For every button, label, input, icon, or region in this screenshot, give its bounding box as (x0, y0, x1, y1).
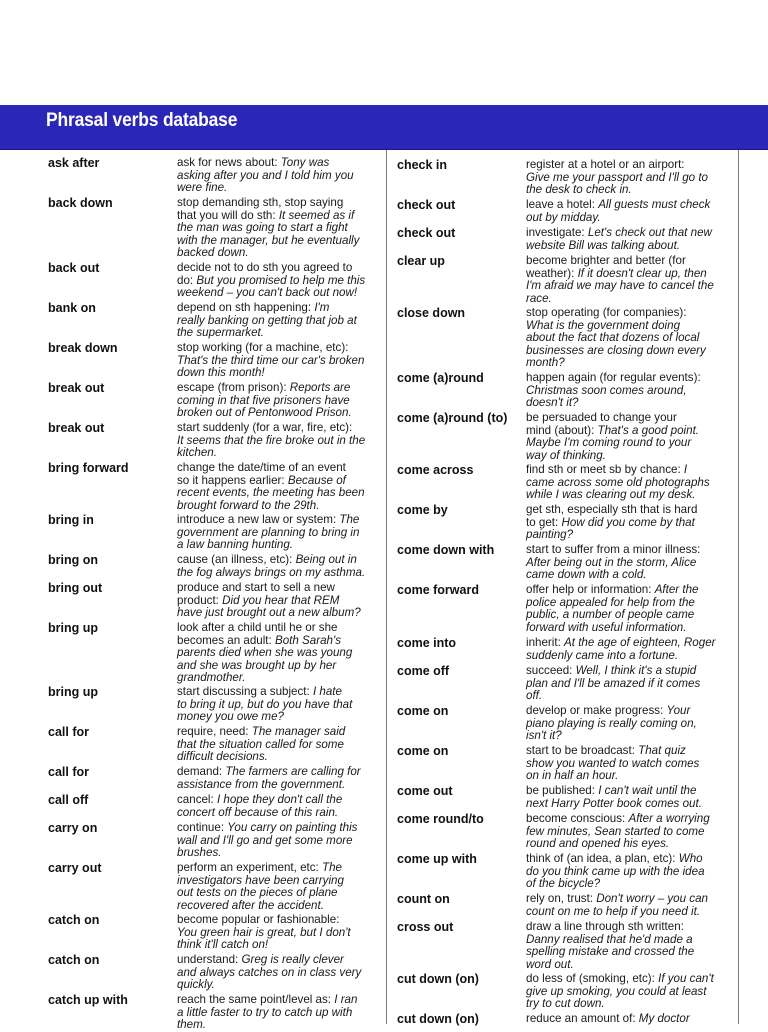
definition-line (177, 672, 352, 685)
example-text: At the age of eighteen, Roger (564, 636, 716, 649)
example-text: You green hair is great, but I don't (177, 925, 351, 939)
definition-text: stop demanding sth, stop saying (177, 196, 344, 209)
phrasal-verb-definition (526, 921, 694, 971)
example-text: It seems that the fire broke out in the (177, 433, 366, 447)
example-text: The manager said (251, 725, 346, 738)
phrasal-verb-definition (526, 665, 700, 703)
example-text: off. (526, 689, 543, 703)
definition-line (526, 184, 708, 197)
definition-line (526, 770, 699, 783)
example-text: kitchen. (177, 446, 217, 460)
example-text: the fog always brings on my asthma. (177, 565, 366, 579)
definition-text: register at a hotel or an airport: (526, 158, 685, 171)
phrasal-verb-term: bring in (48, 513, 94, 527)
definition-text: perform an experiment, etc: (177, 861, 322, 874)
definition-text: do less of (smoking, etc): (526, 972, 659, 985)
example-text: Danny realised that he'd made a (526, 932, 693, 946)
example-text: brought forward to the 29th. (177, 498, 320, 512)
phrasal-verb-definition (526, 813, 710, 851)
example-text: out tests on the pieces of plane (177, 886, 338, 900)
example-text: That quiz (638, 744, 686, 757)
phrasal-verb-term: come round/to (397, 812, 484, 826)
example-text: I'm (314, 301, 330, 314)
example-text: website Bill was talking about. (526, 238, 681, 252)
example-text: What is the government doing (526, 318, 681, 332)
phrasal-verb-term: bring up (48, 685, 98, 699)
example-text: Maybe I'm coming round to your (526, 436, 692, 450)
example-text: the man was going to start a fight (177, 221, 348, 235)
example-text: the desk to check in. (526, 183, 632, 197)
definition-text: start discussing a subject: (177, 685, 313, 698)
definition-line (177, 779, 361, 792)
definition-text: offer help or information: (526, 583, 655, 596)
example-text: the supermarket. (177, 326, 264, 340)
definition-text: do: (177, 273, 197, 287)
phrasal-verb-definition (177, 914, 351, 952)
example-text: race. (526, 291, 552, 305)
definition-line (177, 447, 365, 460)
definition-line (526, 838, 710, 851)
definition-text: escape (from prison): (177, 381, 290, 394)
example-text: Who (678, 852, 703, 865)
definition-text: start to suffer from a minor illness: (526, 543, 701, 556)
phrasal-verb-term: call for (48, 765, 89, 779)
example-text: a little faster to try to catch up with (177, 1005, 353, 1019)
example-text: That's a good point. (597, 423, 700, 437)
column-divider-right (738, 150, 739, 1024)
definition-text: get sth, especially sth that is hard (526, 503, 698, 516)
phrasal-verb-term: back down (48, 196, 113, 210)
phrasal-verb-term: catch on (48, 913, 100, 927)
example-text: way of thinking. (526, 448, 606, 462)
definition-line (177, 182, 354, 195)
example-text: spelling mistake and crossed the (526, 945, 695, 959)
example-text: But you promised to help me this (196, 273, 366, 287)
phrasal-verb-term: cut down (on) (397, 972, 479, 986)
example-text: Being out in (295, 553, 357, 566)
example-text: really banking on getting that job at (177, 313, 357, 327)
definition-text: product: (177, 593, 223, 607)
definition-text: inherit: (526, 636, 565, 649)
phrasal-verb-definition (526, 893, 708, 918)
phrasal-verb-term: back out (48, 261, 100, 275)
phrasal-verb-term: check out (397, 226, 456, 240)
definition-text: become conscious: (526, 812, 629, 825)
example-text: Give me your passport and I'll go to (526, 170, 709, 184)
example-text: Your (666, 704, 691, 717)
example-text: word out. (526, 957, 574, 971)
example-text: plan and I'll be amazed if it comes (526, 676, 701, 690)
example-text: money you owe me? (177, 710, 284, 724)
example-text: After a worrying (628, 812, 710, 825)
example-text: After being out in the storm, Alice (526, 555, 697, 569)
definition-text: change the date/time of an event (177, 461, 346, 474)
phrasal-verb-definition (177, 342, 364, 380)
example-text: and she was brought up by her (177, 658, 337, 672)
definition-line (526, 622, 699, 635)
example-text: backed down. (177, 246, 249, 260)
definition-line (177, 367, 364, 380)
phrasal-verb-definition (526, 372, 701, 410)
phrasal-verb-term: come forward (397, 583, 479, 597)
definition-text: mind (about): (526, 423, 598, 437)
example-text: down this month! (177, 366, 265, 380)
example-text: I hope they don't call the (216, 793, 343, 806)
example-text: painting? (526, 528, 574, 542)
example-text: Reports are (289, 381, 351, 394)
phrasal-verb-term: break down (48, 341, 118, 355)
phrasal-verb-definition (526, 973, 714, 1011)
phrasal-verb-definition (526, 853, 705, 891)
definition-line (526, 450, 699, 463)
phrasal-verb-definition (177, 686, 352, 724)
definition-text: that you will do sth: (177, 208, 279, 222)
phrasal-verb-term: call for (48, 725, 89, 739)
phrasal-verb-definition (177, 794, 342, 819)
example-text: of the bicycle? (526, 877, 601, 891)
phrasal-verb-definition (177, 382, 352, 420)
definition-text: investigate: (526, 226, 588, 239)
phrasal-verb-term: close down (397, 306, 466, 320)
example-text: difficult decisions. (177, 750, 268, 764)
example-text: give up smoking, you could at least (526, 984, 707, 998)
phrasal-verb-term: ask after (48, 156, 100, 170)
example-text: recent events, the meeting has been (177, 486, 365, 500)
definition-line (526, 650, 716, 663)
phrasal-verb-definition (526, 159, 708, 197)
phrasal-verb-definition (177, 302, 357, 340)
phrasal-verb-definition (177, 582, 361, 620)
definition-line (177, 247, 359, 260)
definition-line (177, 500, 365, 513)
example-text: I ran (334, 993, 358, 1006)
phrasal-verb-definition (177, 862, 344, 912)
example-text: month? (526, 356, 565, 370)
phrasal-verb-term: come by (397, 503, 448, 517)
example-text: All guests must check (598, 198, 711, 211)
phrasal-verb-term: bring on (48, 553, 98, 567)
example-text: Well, I think it's a stupid (575, 664, 697, 677)
phrasal-verb-term: carry on (48, 821, 98, 835)
phrasal-verb-term: cut down (on) (397, 1012, 479, 1026)
definition-line (177, 807, 342, 820)
example-text: Tony was (280, 156, 330, 169)
definition-line (526, 280, 714, 293)
example-text: out by midday. (526, 210, 601, 224)
definition-line (177, 979, 361, 992)
example-text: a law banning hunting. (177, 538, 294, 552)
example-text: That's the third time our car's broken (177, 353, 365, 367)
example-text: weekend – you can't back out now! (177, 286, 358, 300)
definition-text: think of (an idea, a plan, etc): (526, 852, 679, 865)
definition-text: becomes an adult: (177, 633, 275, 647)
example-text: I (683, 463, 688, 476)
phrasal-verb-definition (526, 504, 697, 542)
phrasal-verb-term: call off (48, 793, 89, 807)
definition-line (526, 240, 712, 253)
definition-line (526, 998, 714, 1011)
definition-line (526, 730, 697, 743)
example-text: doesn't it? (526, 396, 579, 410)
definition-line (526, 357, 706, 370)
example-text: next Harry Potter book comes out. (526, 796, 702, 810)
phrasal-verb-definition (526, 412, 699, 462)
definition-line (177, 1019, 357, 1032)
example-text: few minutes, Sean started to come (526, 824, 705, 838)
phrasal-verb-term: come on (397, 704, 449, 718)
example-text: wall and I'll go and get some more (177, 833, 353, 847)
definition-line (526, 293, 714, 306)
phrasal-verb-term: clear up (397, 254, 445, 268)
phrasal-verb-term: come up with (397, 852, 477, 866)
example-text: isn't it? (526, 729, 562, 743)
definition-text: be published: (526, 784, 599, 797)
definition-line (526, 798, 702, 811)
phrasal-verb-definition (177, 554, 365, 579)
example-text: try to cut down. (526, 997, 605, 1011)
definition-text: become brighter and better (for (526, 254, 686, 267)
example-text: concert off because of this rain. (177, 805, 339, 819)
example-text: quickly. (177, 978, 215, 992)
phrasal-verb-term: break out (48, 421, 105, 435)
example-text: Did you hear that REM (222, 593, 340, 607)
definition-text: demand: (177, 765, 226, 778)
example-text: How did you come by that (561, 515, 695, 529)
definition-text: depend on sth happening: (177, 301, 315, 314)
definition-line (177, 567, 365, 580)
column-divider-center (386, 150, 387, 1024)
example-text: Christmas soon comes around, (526, 383, 687, 397)
example-text: came down with a cold. (526, 568, 647, 582)
example-text: coming in that five prisoners have (177, 393, 350, 407)
definition-text: find sth or meet sb by chance: (526, 463, 684, 476)
definition-text: look after a child until he or she (177, 621, 338, 634)
example-text: broken out of Pentonwood Prison. (177, 406, 352, 420)
phrasal-verb-definition (177, 954, 361, 992)
example-text: It seemed as if (278, 208, 355, 222)
definition-text: require, need: (177, 725, 252, 738)
example-text: do you think came up with the idea (526, 864, 705, 878)
definition-text: introduce a new law or system: (177, 513, 340, 526)
definition-text: weather): (526, 266, 578, 280)
definition-text: understand: (177, 953, 242, 966)
definition-text: rely on, trust: (526, 892, 597, 905)
definition-text: produce and start to sell a new (177, 581, 335, 594)
definition-line (526, 529, 697, 542)
example-text: Let's check out that new (587, 226, 712, 239)
phrasal-verb-definition (526, 227, 712, 252)
example-text: government are planning to bring in (177, 525, 360, 539)
example-text: The (339, 513, 360, 526)
phrasal-verb-term: come (a)round (to) (397, 411, 508, 425)
phrasal-verb-definition (177, 766, 361, 791)
phrasal-verb-definition (177, 197, 359, 260)
phrasal-verb-definition (526, 544, 700, 582)
phrasal-verb-definition (177, 726, 345, 764)
definition-line (177, 407, 352, 420)
definition-text: to get: (526, 515, 562, 529)
title-banner (0, 105, 768, 150)
definition-text: start to be broadcast: (526, 744, 639, 757)
phrasal-verb-definition (177, 994, 357, 1032)
phrasal-verb-term: come on (397, 744, 449, 758)
example-text: You carry on painting this (227, 821, 358, 834)
definition-text: develop or make progress: (526, 704, 667, 717)
example-text: have just brought out a new album? (177, 606, 361, 620)
example-text: piano playing is really coming on, (526, 716, 697, 730)
example-text: round and opened his eyes. (526, 837, 670, 851)
example-text: with the manager, but he eventually (177, 233, 360, 247)
definition-text: be persuaded to change your (526, 411, 677, 424)
definition-text: become popular or fashionable: (177, 913, 340, 926)
example-text: think it'll catch on! (177, 938, 269, 952)
definition-text: leave a hotel: (526, 198, 599, 211)
phrasal-verb-definition (526, 637, 716, 662)
definition-text: start suddenly (for a war, fire, etc): (177, 421, 353, 434)
example-text: grandmother. (177, 671, 246, 685)
example-text: brushes. (177, 846, 222, 860)
example-text: investigators have been carrying (177, 873, 344, 887)
phrasal-verb-term: catch on (48, 953, 100, 967)
definition-line (526, 959, 694, 972)
definition-line (177, 711, 352, 724)
definition-text: continue: (177, 821, 228, 834)
phrasal-verb-definition (526, 307, 706, 370)
definition-line (177, 287, 365, 300)
definition-line (177, 900, 344, 913)
example-text: businesses are closing down every (526, 343, 706, 357)
phrasal-verb-definition (177, 462, 365, 512)
phrasal-verb-definition (177, 822, 357, 860)
example-text: that the situation called for some (177, 737, 344, 751)
definition-line (177, 939, 351, 952)
example-text: My doctor (638, 1012, 690, 1025)
definition-text: succeed: (526, 664, 576, 677)
phrasal-verb-term: bring up (48, 621, 98, 635)
example-text: If you can't (658, 972, 714, 985)
phrasal-verb-term: cross out (397, 920, 454, 934)
phrasal-verb-definition (526, 785, 702, 810)
phrasal-verb-definition (177, 514, 359, 552)
definition-line (177, 607, 361, 620)
example-text: on in half an hour. (526, 769, 619, 783)
definition-text: so it happens earlier: (177, 473, 288, 487)
definition-text: stop operating (for companies): (526, 306, 687, 319)
example-text: The farmers are calling for (225, 765, 361, 778)
example-text: Because of (287, 473, 346, 487)
example-text: recovered after the accident. (177, 898, 324, 912)
definition-line (526, 878, 705, 891)
example-text: Don't worry – you can (596, 892, 708, 905)
phrasal-verb-term: come out (397, 784, 453, 798)
example-text: After the (654, 583, 699, 596)
phrasal-verb-term: check out (397, 198, 456, 212)
example-text: to bring it up, but do you have that (177, 697, 353, 711)
phrasal-verb-term: come down with (397, 543, 495, 557)
example-text: and always catches on in class very (177, 965, 362, 979)
example-text: parents died when she was young (177, 646, 353, 660)
example-text: The (321, 861, 342, 874)
definition-line (526, 569, 700, 582)
definition-text: happen again (for regular events): (526, 371, 701, 384)
example-text: were fine. (177, 181, 228, 195)
definition-line (177, 539, 359, 552)
definition-line (526, 397, 701, 410)
definition-line (526, 678, 700, 691)
page-title: Phrasal verbs database (46, 110, 238, 131)
definition-line (177, 327, 357, 340)
example-text: while I was clearing out my desk. (526, 488, 696, 502)
example-text: forward with useful information. (526, 620, 687, 634)
definition-text: reduce an amount of: (526, 1012, 639, 1025)
example-text: If it doesn't clear up, then (577, 266, 707, 280)
example-text: came across some old photographs (526, 475, 710, 489)
example-text: I hate (312, 685, 342, 698)
phrasal-verb-term: break out (48, 381, 105, 395)
phrasal-verb-term: catch up with (48, 993, 128, 1007)
phrasal-verb-term: come into (397, 636, 457, 650)
phrasal-verb-term: check in (397, 158, 448, 172)
definition-text: stop working (for a machine, etc): (177, 341, 349, 354)
phrasal-verb-term: bank on (48, 301, 96, 315)
example-text: I'm afraid we may have to cancel the (526, 279, 714, 293)
phrasal-verb-term: bring out (48, 581, 103, 595)
example-text: Both Sarah's (274, 633, 341, 647)
example-text: I can't wait until the (598, 784, 697, 797)
phrasal-verb-definition (177, 157, 354, 195)
definition-text: draw a line through sth written: (526, 920, 684, 933)
phrasal-verb-definition (177, 422, 365, 460)
phrasal-verb-term: come (a)round (397, 371, 484, 385)
phrasal-verb-definition (526, 745, 699, 783)
example-text: suddenly came into a fortune. (526, 648, 679, 662)
phrasal-verb-term: come across (397, 463, 474, 477)
definition-text: reach the same point/level as: (177, 993, 335, 1006)
phrasal-verb-term: carry out (48, 861, 102, 875)
example-text: count on me to help if you need it. (526, 904, 701, 918)
example-text: public, a number of people came (526, 608, 695, 622)
example-text: show you wanted to watch comes (526, 756, 700, 770)
phrasal-verb-definition (526, 464, 710, 502)
definition-text: ask for news about: (177, 156, 281, 169)
example-text: Greg is really clever (241, 953, 344, 966)
definition-line (526, 906, 708, 919)
phrasal-verb-term: come off (397, 664, 450, 678)
definition-line (526, 690, 700, 703)
definition-text: cancel: (177, 793, 217, 806)
example-text: about the fact that dozens of local (526, 331, 700, 345)
definition-line (177, 751, 345, 764)
definition-line (526, 489, 710, 502)
phrasal-verb-term: bring forward (48, 461, 129, 475)
example-text: police appealed for help from the (526, 595, 695, 609)
phrasal-verb-definition (526, 705, 697, 743)
definition-text: decide not to do sth you agreed to (177, 261, 353, 274)
example-text: assistance from the government. (177, 777, 346, 791)
phrasal-verb-definition (526, 584, 699, 634)
definition-line (526, 212, 710, 225)
phrasal-verb-definition (526, 199, 710, 224)
example-text: them. (177, 1018, 206, 1032)
definition-line (177, 847, 357, 860)
phrasal-verb-definition (177, 622, 352, 685)
definition-text: cause (an illness, etc): (177, 553, 296, 566)
phrasal-verb-term: count on (397, 892, 450, 906)
example-text: asking after you and I told him you (177, 168, 354, 182)
phrasal-verb-definition (177, 262, 365, 300)
phrasal-verb-definition (526, 255, 714, 305)
